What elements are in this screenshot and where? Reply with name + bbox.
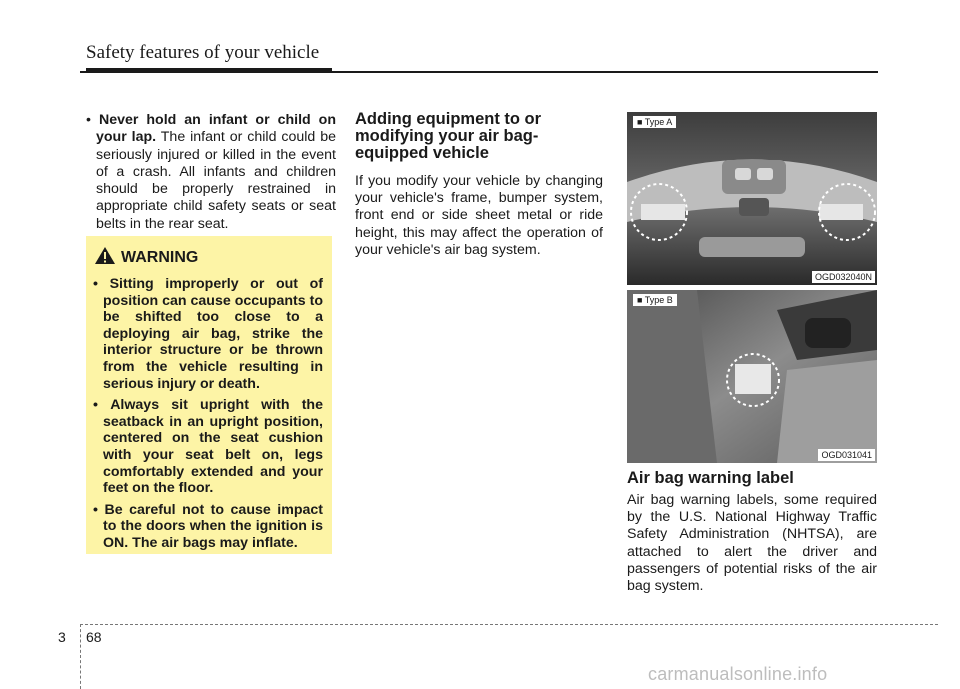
headliner-airbag-label-image: [627, 112, 877, 285]
header-rule: [80, 71, 878, 73]
figure-code-type-b: OGD031041: [818, 449, 875, 461]
figure-type-b: [627, 290, 877, 463]
footer-rule: [80, 624, 938, 625]
watermark: carmanualsonline.info: [648, 664, 828, 684]
figure-label-type-a: ■ Type A: [633, 116, 676, 128]
warning-header: [94, 246, 198, 270]
chapter-number: 3: [58, 629, 66, 645]
page-number: 68: [86, 629, 102, 645]
warning-item: • Always sit upright with the seatback in an upright position, centered on the seat cushion with your seat belt on, legs comfortably extended and your feet on the floor.: [93, 397, 323, 497]
section-heading-label: Air bag warning label: [627, 469, 794, 487]
warning-title: WARNING: [121, 249, 199, 266]
section-body-label: Air bag warning labels, some required by the U.S. National Highway Traffic Safety Administration (NHTSA), are attached to alert the driver and passengers of potential risks of the air bag system.: [627, 492, 877, 595]
footer-vertical-rule: [80, 624, 81, 689]
middle-column: [355, 111, 603, 259]
warning-list: [93, 276, 323, 557]
figure-label-type-b: ■ Type B: [633, 294, 677, 306]
bullet-bold-text: Never hold an infant or child on your lap.: [96, 112, 336, 146]
warning-box: [86, 236, 332, 554]
warning-triangle-icon: [94, 246, 116, 270]
bullet-paragraph: • Never hold an infant or child on your lap. The infant or child could be seriously injured or killed in the event of a crash. All infants and children should be properly restrained in appropriate child safety seats or seat belts in the rear seat.: [86, 112, 336, 232]
figure-type-a: [627, 112, 877, 285]
left-column: [86, 112, 336, 233]
section-body-modifying: If you modify your vehicle by changing your vehicle's frame, bumper system, front end or side sheet metal or ride height, this may affect the operation of your vehicle's air bag system.: [355, 173, 603, 258]
bullet-body-text: The infant or child could be seriously injured or killed in the event of a crash. All infants and children should be properly restrained in appropriate child safety seats or seat belts in the rear seat.: [96, 129, 336, 232]
section-heading-modifying: Adding equipment to or modifying your air bag-equipped vehicle: [355, 110, 542, 162]
warning-item: • Sitting improperly or out of position can cause occupants to be shifted too close to a deploying air bag, strike the interior structure or be thrown from the vehicle resulting in serious injury or death.: [93, 276, 323, 392]
dash-side-airbag-label-image: [627, 290, 877, 463]
warning-item: • Be careful not to cause impact to the doors when the ignition is ON. The air bags may inflate.: [93, 501, 323, 551]
page-header-title: Safety features of your vehicle: [86, 42, 320, 63]
figure-code-type-a: OGD032040N: [812, 271, 875, 283]
